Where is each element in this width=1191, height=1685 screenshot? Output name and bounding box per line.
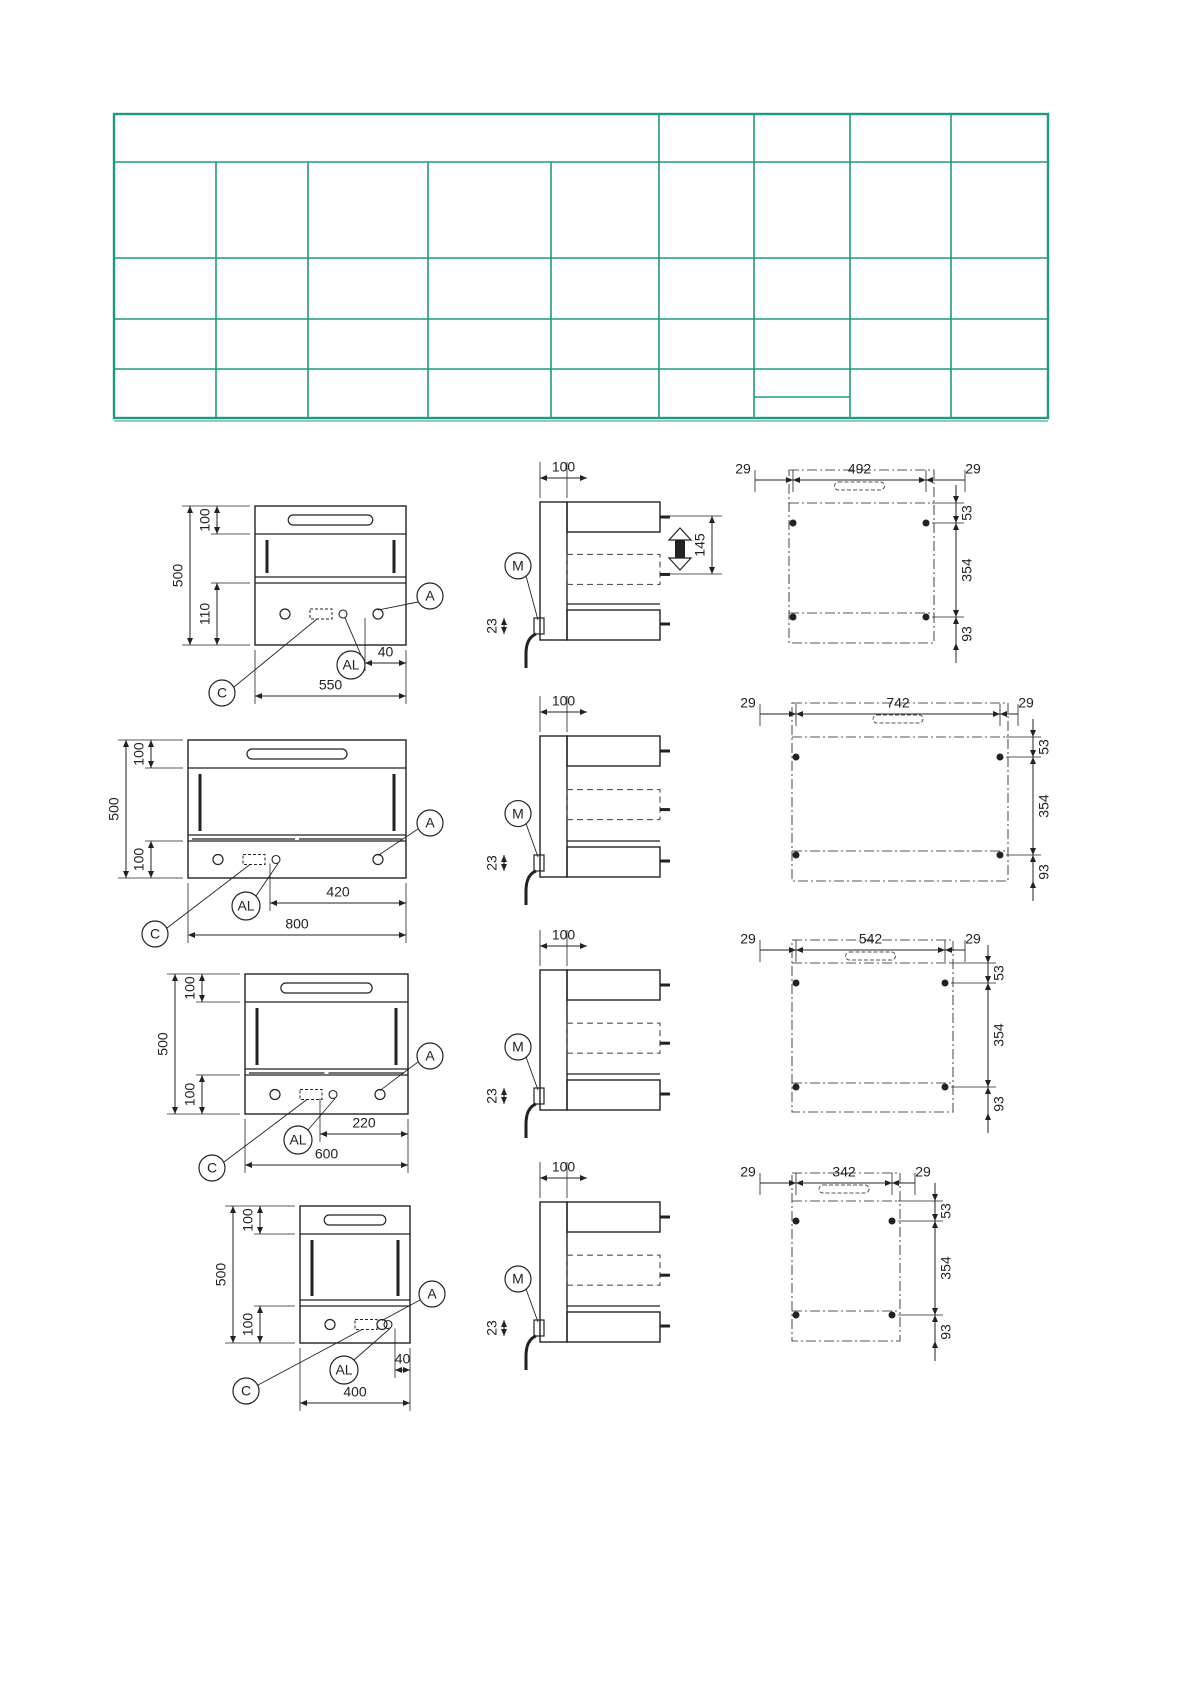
plan-outline (792, 1173, 900, 1341)
label-a: A (425, 1047, 435, 1064)
label-a: A (427, 1285, 437, 1302)
dimension-bottom: 93 (937, 1324, 954, 1340)
dimension-top: 100 (239, 1208, 256, 1232)
label-al: AL (289, 1131, 307, 1148)
label-a: A (425, 587, 435, 604)
arrow-head (501, 864, 507, 871)
arrow-head (938, 947, 945, 953)
side-hidden-position (567, 554, 660, 584)
mounting-hole (942, 1084, 949, 1091)
arrow-head (501, 1097, 507, 1104)
label-m: M (512, 1038, 524, 1055)
dimension-cable: 23 (483, 1320, 500, 1336)
front-view-4 (213, 1206, 445, 1411)
dimension-side-gap: 220 (352, 1114, 376, 1131)
arrow-head (230, 1206, 236, 1213)
power-cable (526, 871, 536, 905)
dimension-bottom: 93 (1035, 864, 1052, 880)
side-view-4 (484, 1159, 670, 1370)
mounting-hole (793, 852, 800, 859)
dimension-depth: 100 (551, 692, 576, 709)
arrow-head (501, 855, 507, 862)
arrow-head (985, 1080, 991, 1087)
label-al: AL (237, 897, 255, 914)
label-c: C (216, 684, 228, 701)
arrow-head (399, 932, 406, 938)
plan-view-1 (735, 461, 981, 663)
leader-line (382, 1300, 420, 1321)
arrow-head (885, 1180, 892, 1186)
dimension-bottom: 100 (239, 1312, 256, 1337)
switch-c (310, 609, 332, 619)
appliance-body (255, 506, 406, 645)
arrow-head (796, 711, 803, 717)
arrow-head (709, 516, 715, 523)
arrow-head (148, 871, 154, 878)
dimension-center: 492 (847, 460, 872, 477)
side-view-1 (484, 459, 722, 668)
side-view-2 (484, 693, 670, 905)
arrow-head (932, 1341, 938, 1348)
power-cable (526, 634, 536, 668)
arrow-head (932, 1221, 938, 1228)
arrow-head (148, 761, 154, 768)
side-hood (567, 1202, 660, 1232)
arrow-head (993, 711, 1000, 717)
knob-right (375, 1090, 385, 1100)
arrow-head (255, 693, 262, 699)
handle-slot (324, 1215, 386, 1225)
mounting-hole (997, 852, 1004, 859)
dimension-top: 100 (196, 508, 213, 532)
dimension-height: 500 (212, 1262, 229, 1287)
arrow-head (932, 1194, 938, 1201)
switch-c (243, 855, 265, 865)
mounting-hole (793, 1084, 800, 1091)
side-base (567, 1312, 660, 1342)
dimension-top: 100 (181, 976, 198, 1000)
dimension-side-gap: 40 (377, 643, 394, 660)
side-hidden-position (567, 790, 660, 820)
dimension-bottom: 93 (990, 1096, 1007, 1112)
arrow-head (540, 475, 547, 481)
dimension-side-gap: 40 (394, 1350, 411, 1367)
arrow-head (985, 956, 991, 963)
arrow-head (365, 660, 372, 666)
arrow-head (199, 1075, 205, 1082)
arrow-head (796, 1180, 803, 1186)
mounting-hole (793, 1312, 800, 1319)
dimension-right: 29 (965, 460, 981, 477)
label-al: AL (335, 1361, 353, 1378)
plan-outline (792, 703, 1008, 881)
dimension-bottom: 93 (958, 626, 975, 642)
dimension-mid: 354 (937, 1256, 954, 1280)
arrow-head (1000, 711, 1007, 717)
side-hidden-position (567, 1255, 660, 1285)
arrow-head (257, 1306, 263, 1313)
side-hood (567, 736, 660, 766)
knob-left (213, 855, 223, 865)
lamp-al (384, 1321, 392, 1329)
adjust-arrow-up (669, 528, 691, 540)
dimension-top: 100 (130, 742, 147, 766)
dimension-left: 29 (740, 1163, 756, 1180)
arrow-head (214, 506, 220, 513)
mounting-hole (889, 1218, 896, 1225)
arrow-head (257, 1206, 263, 1213)
dimension-left: 29 (740, 694, 756, 711)
lamp-al (272, 856, 280, 864)
dimension-depth: 100 (551, 926, 576, 943)
arrow-head (199, 974, 205, 981)
arrow-head (501, 627, 507, 634)
mounting-hole (923, 614, 930, 621)
side-hood (567, 970, 660, 1000)
arrow-head (540, 943, 547, 949)
arrow-head (257, 1227, 263, 1234)
dimension-mid: 354 (990, 1023, 1007, 1047)
arrow-head (985, 1087, 991, 1094)
dimension-top: 53 (1035, 739, 1052, 755)
knob-left (280, 609, 290, 619)
arrow-head (926, 477, 933, 483)
arrow-head (199, 1107, 205, 1114)
arrow-head (320, 1131, 327, 1137)
arrow-head (214, 527, 220, 534)
plan-handle (873, 715, 923, 723)
arrow-head (1030, 757, 1036, 764)
dimension-width: 800 (285, 915, 309, 932)
arrow-head (148, 740, 154, 747)
dimension-side-gap: 420 (326, 883, 350, 900)
arrow-head (401, 1131, 408, 1137)
dimension-top: 53 (937, 1203, 954, 1219)
arrow-head (1030, 730, 1036, 737)
dimension-cable: 23 (483, 1088, 500, 1104)
arrow-head (501, 618, 507, 625)
arrow-head (953, 523, 959, 530)
dimension-depth: 100 (551, 1158, 576, 1175)
mounting-hole (790, 520, 797, 527)
arrow-head (172, 974, 178, 981)
arrow-head (945, 947, 952, 953)
dimension-cable: 23 (483, 855, 500, 871)
knob-right (373, 609, 383, 619)
plan-view-4 (740, 1164, 953, 1361)
front-view-3 (155, 974, 443, 1181)
dimension-cable: 23 (483, 618, 500, 634)
dimension-right: 29 (965, 930, 981, 947)
arrow-head (395, 1367, 402, 1373)
appliance-body (245, 974, 408, 1114)
mounting-hole (793, 980, 800, 987)
mounting-hole (790, 614, 797, 621)
plan-outline (792, 940, 953, 1112)
arrow-head (214, 638, 220, 645)
side-hidden-position (567, 1023, 660, 1053)
leader-line (378, 829, 418, 856)
arrow-head (793, 477, 800, 483)
adjust-arrow-bar (675, 540, 685, 558)
front-view-1 (170, 506, 443, 706)
leader-line (526, 824, 538, 857)
arrow-head (245, 1162, 252, 1168)
dimension-height: 500 (105, 797, 122, 821)
leader-line (526, 576, 538, 620)
mounting-hole (923, 520, 930, 527)
handle-slot (281, 983, 372, 993)
knob-right (373, 855, 383, 865)
arrow-head (953, 496, 959, 503)
power-cable (526, 1104, 536, 1138)
arrow-head (501, 1329, 507, 1336)
arrow-head (257, 1336, 263, 1343)
front-view-2 (106, 740, 443, 947)
leader-line (234, 619, 317, 687)
arrow-head (187, 506, 193, 513)
lamp-al (339, 610, 347, 618)
arrow-head (1030, 881, 1036, 888)
plan-handle (835, 482, 885, 490)
arrow-head (1030, 848, 1036, 855)
dimension-left: 29 (735, 460, 751, 477)
cable-box (534, 1320, 544, 1336)
arrow-head (123, 871, 129, 878)
arrow-head (403, 1367, 410, 1373)
mounting-hole (997, 754, 1004, 761)
dimension-top: 53 (958, 505, 975, 521)
arrow-head (580, 709, 587, 715)
dimension-bottom: 100 (130, 847, 147, 872)
arrow-head (985, 1113, 991, 1120)
label-c: C (149, 925, 161, 942)
power-cable (526, 1336, 536, 1370)
label-c: C (206, 1159, 218, 1176)
arrow-head (580, 475, 587, 481)
arrow-head (401, 1162, 408, 1168)
label-c: C (240, 1382, 252, 1399)
arrow-head (796, 947, 803, 953)
label-m: M (512, 557, 524, 574)
dimension-center: 342 (832, 1163, 856, 1180)
dimension-height: 500 (169, 563, 186, 588)
arrow-head (932, 1308, 938, 1315)
label-m: M (512, 805, 524, 822)
label-m: M (512, 1270, 524, 1287)
dimension-width: 550 (318, 676, 343, 693)
knob-right (377, 1320, 387, 1330)
dimension-depth: 100 (551, 458, 576, 475)
arrow-head (932, 1315, 938, 1322)
arrow-head (403, 1400, 410, 1406)
dimension-center: 542 (858, 930, 883, 947)
arrow-head (300, 1400, 307, 1406)
plan-view-3 (740, 931, 1006, 1133)
label-al: AL (342, 656, 360, 673)
knob-left (325, 1320, 335, 1330)
arrow-head (123, 740, 129, 747)
arrow-head (540, 709, 547, 715)
switch-c (300, 1090, 322, 1100)
plan-handle (846, 952, 896, 960)
arrow-head (1030, 855, 1036, 862)
dimension-left: 29 (740, 930, 756, 947)
switch-c (355, 1320, 377, 1330)
arrow-head (187, 638, 193, 645)
arrow-head (214, 583, 220, 590)
dimension-top: 53 (990, 965, 1007, 981)
cable-box (534, 618, 544, 634)
arrow-head (172, 1107, 178, 1114)
mounting-hole (793, 1218, 800, 1225)
leader-line (526, 1289, 538, 1322)
lamp-al (329, 1091, 337, 1099)
dimension-travel: 145 (691, 533, 708, 557)
arrow-head (399, 693, 406, 699)
leader-line (256, 864, 278, 897)
cable-box (534, 855, 544, 871)
adjust-arrow-down (669, 558, 691, 570)
plan-outline (789, 470, 934, 643)
side-base (567, 1080, 660, 1110)
arrow-head (580, 1175, 587, 1181)
leader-line (526, 1057, 538, 1090)
arrow-head (399, 660, 406, 666)
leader-line (380, 1062, 418, 1091)
mounting-hole (942, 980, 949, 987)
dimension-bottom: 110 (196, 602, 213, 626)
knob-left (270, 1090, 280, 1100)
side-hood (567, 502, 660, 532)
handle-slot (247, 749, 347, 759)
side-view-3 (484, 927, 670, 1138)
plan-handle (819, 1185, 869, 1193)
arrow-head (919, 477, 926, 483)
arrow-head (786, 477, 793, 483)
dimension-right: 29 (915, 1163, 931, 1180)
arrow-head (953, 610, 959, 617)
arrow-head (148, 841, 154, 848)
arrow-head (399, 900, 406, 906)
arrow-head (580, 943, 587, 949)
arrow-head (709, 567, 715, 574)
label-a: A (425, 814, 435, 831)
handle-slot (288, 515, 373, 525)
plan-view-2 (740, 695, 1051, 901)
arrow-head (892, 1180, 899, 1186)
arrow-head (985, 983, 991, 990)
mounting-hole (793, 754, 800, 761)
dimension-height: 500 (154, 1032, 171, 1056)
dimension-width: 400 (343, 1383, 367, 1400)
arrow-head (540, 1175, 547, 1181)
dimension-mid: 354 (958, 558, 975, 582)
leader-line (345, 618, 361, 655)
arrow-head (270, 900, 277, 906)
leader-line (378, 602, 418, 610)
arrow-head (953, 643, 959, 650)
arrow-head (188, 932, 195, 938)
leader-line (354, 1329, 390, 1361)
dimension-bottom: 100 (181, 1082, 198, 1107)
dimension-center: 742 (886, 694, 910, 711)
side-base (567, 610, 660, 640)
dimension-width: 600 (314, 1145, 339, 1162)
arrow-head (199, 995, 205, 1002)
dimension-mid: 354 (1035, 794, 1052, 818)
dimension-right: 29 (1018, 694, 1034, 711)
arrow-head (501, 1088, 507, 1095)
cable-box (534, 1088, 544, 1104)
side-base (567, 847, 660, 877)
mounting-hole (889, 1312, 896, 1319)
arrow-head (501, 1320, 507, 1327)
arrow-head (230, 1336, 236, 1343)
arrow-head (953, 617, 959, 624)
